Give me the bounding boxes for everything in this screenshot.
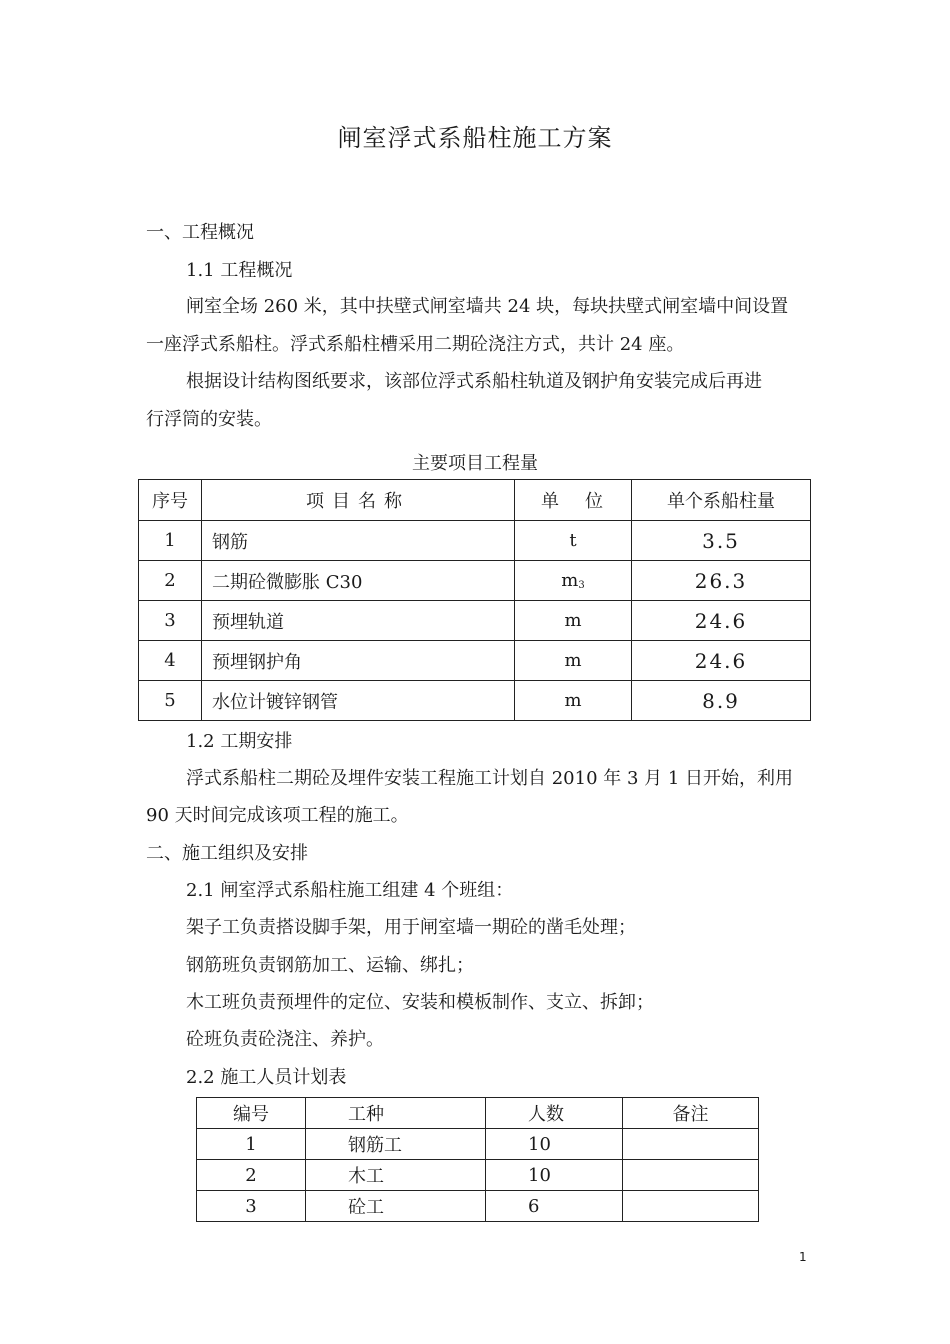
section-2-heading: 二、施工组织及安排 (146, 843, 308, 864)
table-row (197, 1160, 759, 1191)
table-row (139, 681, 811, 721)
paragraph-line: 行浮筒的安装。 (146, 409, 272, 430)
item-unit (515, 521, 632, 561)
staff-trade: 钢筋工 (306, 1129, 486, 1160)
item-name: 预埋轨道 (202, 601, 515, 641)
item-unit (515, 601, 632, 641)
table-header-row (139, 480, 811, 521)
unit-text: m (564, 650, 582, 671)
row-number: 1 (139, 521, 202, 561)
item-unit (515, 641, 632, 681)
table-row (139, 641, 811, 681)
list-item: 架子工负责搭设脚手架，用于闸室墙一期砼的凿毛处理； (186, 917, 636, 938)
staff-number: 3 (197, 1191, 306, 1222)
table-row (197, 1129, 759, 1160)
item-name: 水位计镀锌钢管 (202, 681, 515, 721)
item-value: 8.9 (632, 681, 811, 721)
paragraph-line: 一座浮式系船柱。浮式系船柱槽采用二期砼浇注方式，共计 24 座。 (146, 334, 685, 355)
item-unit (515, 561, 632, 601)
item-value: 24.6 (632, 641, 811, 681)
unit-text: m (561, 570, 579, 591)
staff-note (623, 1191, 759, 1222)
staff-number: 2 (197, 1160, 306, 1191)
staff-count: 6 (486, 1191, 623, 1222)
quantities-table (138, 479, 811, 721)
staff-plan-table (196, 1097, 759, 1222)
unit-text: m (564, 690, 582, 711)
row-number: 5 (139, 681, 202, 721)
paragraph-line: 根据设计结构图纸要求，该部位浮式系船柱轨道及钢护角安装完成后再进 (186, 371, 762, 392)
row-number: 3 (139, 601, 202, 641)
section-2-1-heading: 2.1 闸室浮式系船柱施工组建 4 个班组： (186, 880, 514, 901)
header-cell: 工种 (306, 1098, 486, 1129)
item-value: 24.6 (632, 601, 811, 641)
paragraph-line: 闸室全场 260 米，其中扶壁式闸室墙共 24 块，每块扶壁式闸室墙中间设置 (186, 296, 789, 317)
item-name: 钢筋 (202, 521, 515, 561)
unit-text: m (564, 610, 582, 631)
section-1-heading: 一、工程概况 (146, 222, 254, 243)
unit-text: t (569, 530, 577, 551)
list-item: 木工班负责预埋件的定位、安装和模板制作、支立、拆卸； (186, 992, 654, 1013)
section-2-2-heading: 2.2 施工人员计划表 (186, 1067, 347, 1088)
item-value: 26.3 (632, 561, 811, 601)
paragraph-line: 浮式系船柱二期砼及埋件安装工程施工计划自 2010 年 3 月 1 日开始，利用 (186, 768, 794, 789)
table-row (139, 521, 811, 561)
table-row (139, 601, 811, 641)
staff-count: 10 (486, 1129, 623, 1160)
item-name: 二期砼微膨胀 C30 (202, 561, 515, 601)
staff-trade: 木工 (306, 1160, 486, 1191)
header-cell: 项目名称 (202, 480, 515, 521)
row-number: 4 (139, 641, 202, 681)
staff-number: 1 (197, 1129, 306, 1160)
list-item: 钢筋班负责钢筋加工、运输、绑扎； (186, 955, 474, 976)
staff-count: 10 (486, 1160, 623, 1191)
staff-note (623, 1160, 759, 1191)
header-cell: 备注 (623, 1098, 759, 1129)
row-number: 2 (139, 561, 202, 601)
list-item: 砼班负责砼浇注、养护。 (186, 1029, 384, 1050)
item-name: 预埋钢护角 (202, 641, 515, 681)
item-unit (515, 681, 632, 721)
unit-superscript: 3 (578, 580, 585, 591)
header-cell: 单个系船柱量 (632, 480, 811, 521)
section-1-1-heading: 1.1 工程概况 (186, 260, 293, 281)
table-caption: 主要项目工程量 (412, 453, 538, 474)
table-row (139, 561, 811, 601)
page-number: 1 (799, 1250, 807, 1264)
header-cell: 人数 (486, 1098, 623, 1129)
header-cell: 单位 (515, 480, 632, 521)
item-value: 3.5 (632, 521, 811, 561)
header-cell: 序号 (139, 480, 202, 521)
document-title: 闸室浮式系船柱施工方案 (337, 124, 613, 152)
paragraph-line: 90 天时间完成该项工程的施工。 (146, 805, 409, 826)
section-1-2-heading: 1.2 工期安排 (186, 731, 293, 752)
table-row (197, 1191, 759, 1222)
table-header-row (197, 1098, 759, 1129)
staff-note (623, 1129, 759, 1160)
header-cell: 编号 (197, 1098, 306, 1129)
staff-trade: 砼工 (306, 1191, 486, 1222)
